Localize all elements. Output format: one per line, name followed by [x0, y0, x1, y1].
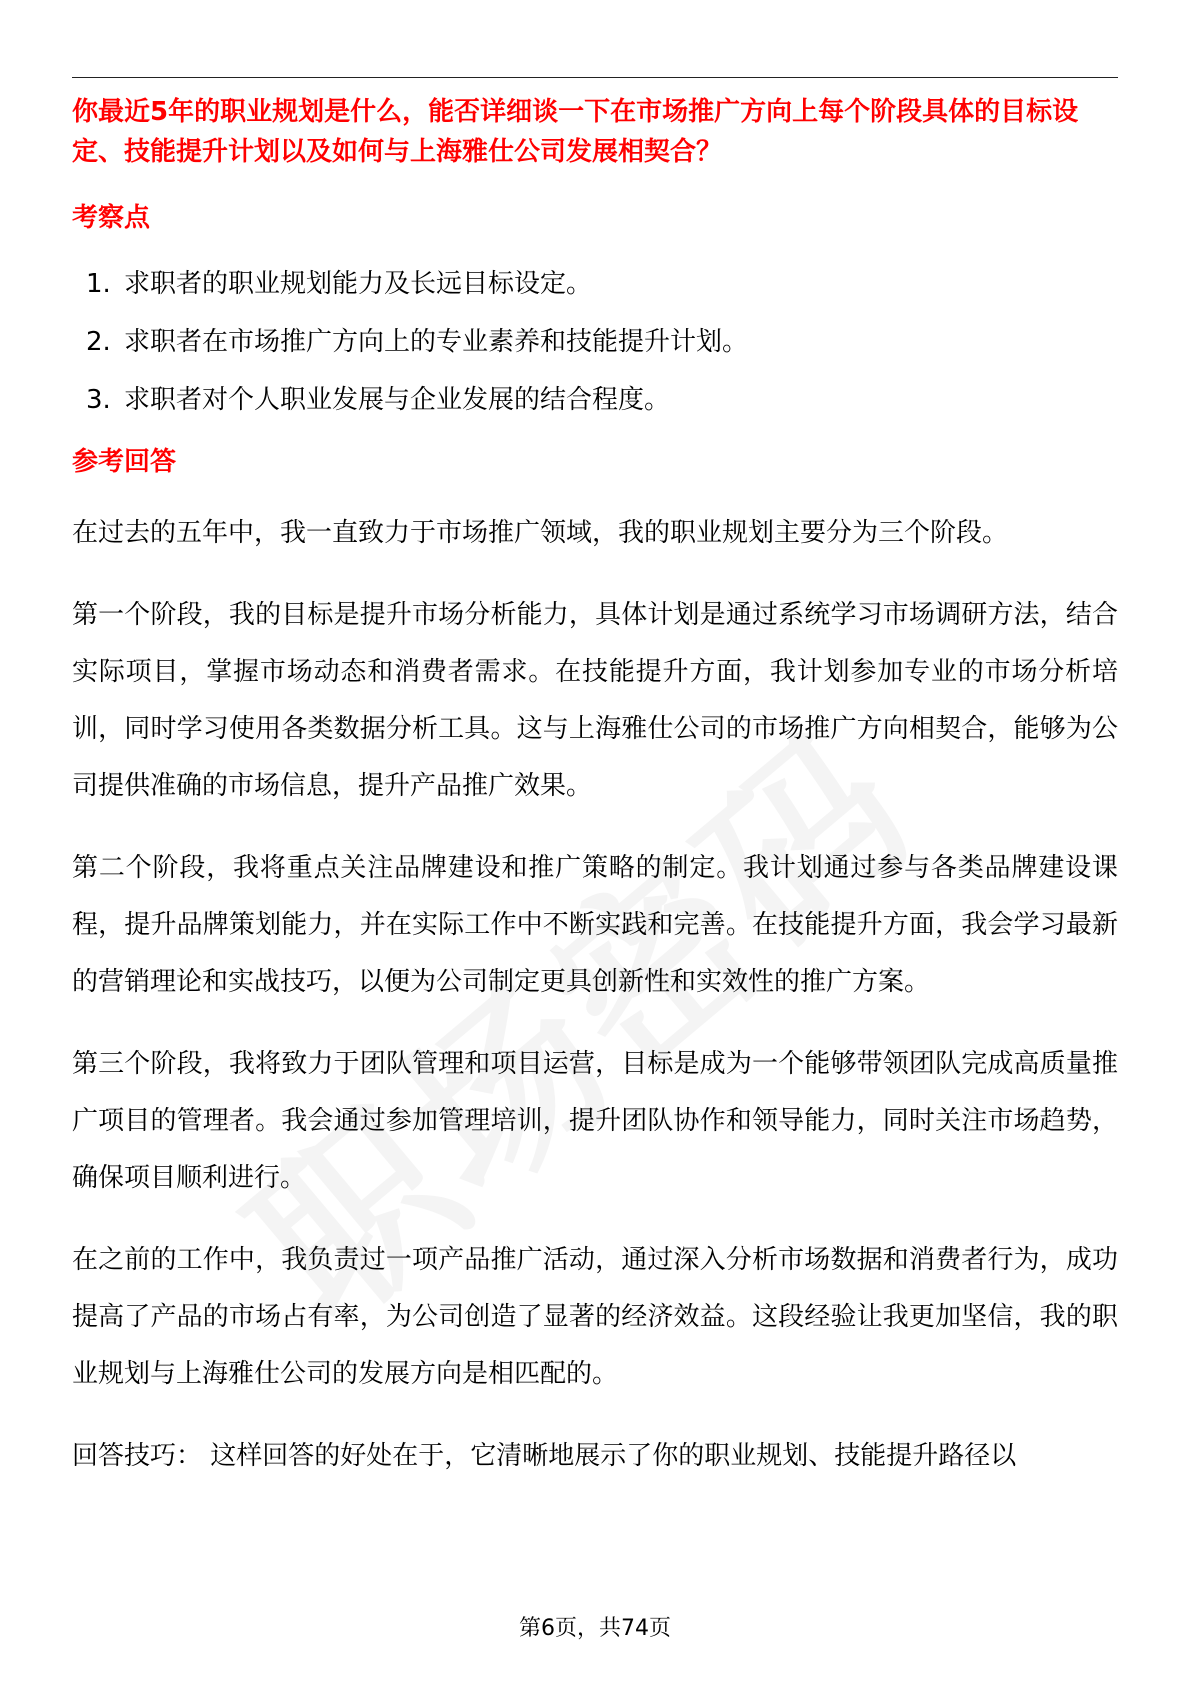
answer-paragraph: 第一个阶段，我的目标是提升市场分析能力，具体计划是通过系统学习市场调研方法，结合实际项目，掌握市场动态和消费者需求。在技能提升方面，我计划参加专业的市场分析培训，同时学习使用各类数据分析工具。这与上海雅仕公司的市场推广方向相契合，能够为公司提供准确的市场信息，提升产品推广效果。 [72, 600, 1118, 801]
list-item-number: 2. [86, 327, 111, 357]
page-number: 第6页，共74页 [519, 1616, 671, 1641]
answer-paragraph: 第三个阶段，我将致力于团队管理和项目运营，目标是成为一个能够带领团队完成高质量推广项目的管理者。我会通过参加管理培训，提升团队协作和领导能力，同时关注市场趋势，确保项目顺利进行。 [72, 1049, 1118, 1193]
list-item-number: 3. [86, 385, 111, 415]
page-content [72, 92, 1118, 1485]
list-item [72, 380, 1118, 420]
answer-paragraph: 第二个阶段，我将重点关注品牌建设和推广策略的制定。我计划通过参与各类品牌建设课程，提升品牌策划能力，并在实际工作中不断实践和完善。在技能提升方面，我会学习最新的营销理论和实战技巧，以便为公司制定更具创新性和实效性的推广方案。 [72, 853, 1118, 997]
points-heading: 考察点 [72, 203, 151, 233]
answer-paragraph: 在过去的五年中，我一直致力于市场推广领域，我的职业规划主要分为三个阶段。 [72, 518, 1009, 548]
list-item-text: 求职者的职业规划能力及长远目标设定。 [124, 269, 593, 299]
list-item [72, 264, 1118, 304]
points-list [72, 264, 1118, 420]
list-item [72, 322, 1118, 362]
question-title: 你最近5年的职业规划是什么，能否详细谈一下在市场推广方向上每个阶段具体的目标设定、技能提升计划以及如何与上海雅仕公司发展相契合？ [72, 97, 1079, 167]
list-item-number: 1. [86, 269, 111, 299]
list-item-text: 求职者对个人职业发展与企业发展的结合程度。 [124, 385, 671, 415]
list-item-text: 求职者在市场推广方向上的专业素养和技能提升计划。 [124, 327, 749, 357]
answer-heading: 参考回答 [72, 447, 177, 477]
top-divider [72, 77, 1118, 78]
answer-body [72, 505, 1118, 1485]
answer-tips: 回答技巧： 这样回答的好处在于，它清晰地展示了你的职业规划、技能提升路径以 [72, 1441, 1017, 1471]
answer-paragraph: 在之前的工作中，我负责过一项产品推广活动，通过深入分析市场数据和消费者行为，成功提高了产品的市场占有率，为公司创造了显著的经济效益。这段经验让我更加坚信，我的职业规划与上海雅仕公司的发展方向是相匹配的。 [72, 1245, 1118, 1389]
